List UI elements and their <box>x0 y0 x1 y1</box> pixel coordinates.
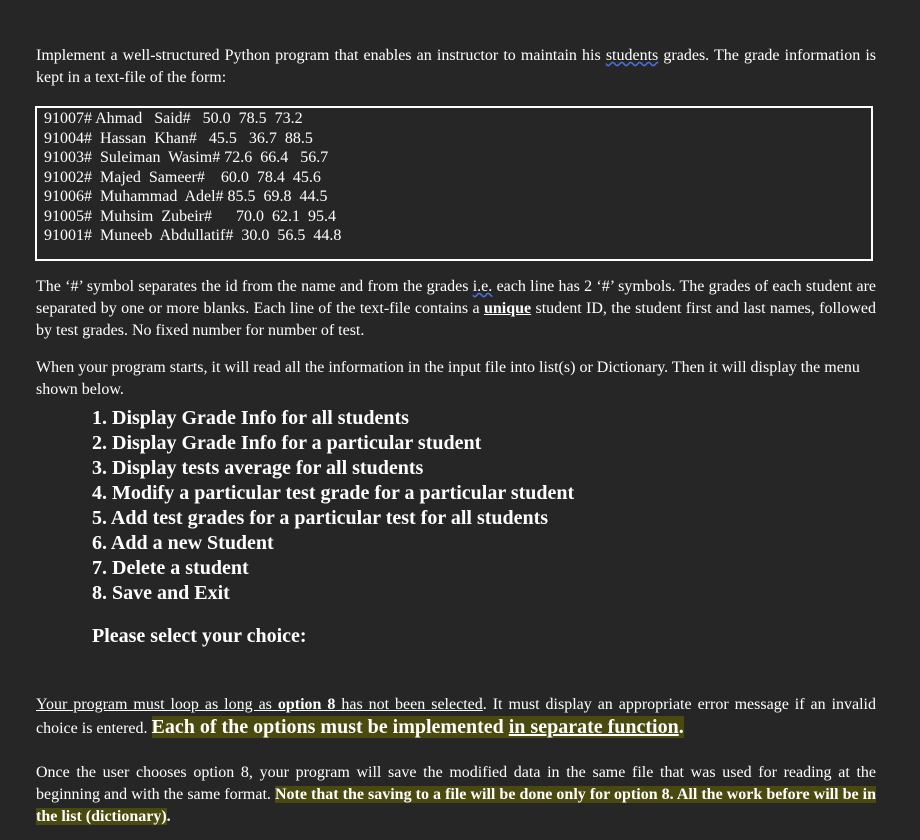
option-8: option 8 <box>277 696 336 713</box>
students-word: students <box>605 47 659 64</box>
startup-paragraph: When your program starts, it will read all the information in the input file into list(s) or Dictionary. Then it will display the menu shown below. <box>36 359 860 398</box>
sample-data-box <box>35 106 873 261</box>
data-line: 91003# Suleiman Wasim# 72.6 66.4 56.7 <box>44 149 329 166</box>
menu-item: 8. Save and Exit <box>92 582 230 604</box>
menu-item: 5. Add test grades for a particular test for all students <box>92 507 549 529</box>
format-paragraph: The ‘#’ symbol separates the id from the name and from the grades i.e. each line has 2 ‘#’ symbols. The grades of each student are separated by one or more blanks. Each line of the text-file contains a unique student ID, the student first and last names, followed by test grades. No fixed number for number of test. <box>36 278 877 339</box>
data-line: 91005# Muhsim Zubeir# 70.0 62.1 95.4 <box>44 207 336 225</box>
menu-item: 1. Display Grade Info for all students <box>92 407 409 429</box>
save-note-highlight: Note that the saving to a file will be done only for option 8. All the work before will be in the list (dictionary) <box>36 786 876 825</box>
data-line: 91006# Muhammad Adel# 85.5 69.8 44.5 <box>44 188 328 205</box>
choice-prompt: Please select your choice: <box>92 625 307 647</box>
menu-list <box>92 406 574 606</box>
data-line: 91007# Ahmad Said# 50.0 78.5 73.2 <box>44 110 303 127</box>
data-line: 91001# Muneeb Abdullatif# 30.0 56.5 44.8 <box>44 227 342 244</box>
menu-item: 4. Modify a particular test grade for a particular student <box>92 482 575 504</box>
data-line: 91002# Majed Sameer# 60.0 78.4 45.6 <box>44 168 321 186</box>
menu-item: 2. Display Grade Info for a particular student <box>92 432 482 454</box>
separate-function-note: Each of the options must be implemented in separate function. <box>151 716 684 738</box>
data-line: 91004# Hassan Khan# 45.5 36.7 88.5 <box>44 129 313 147</box>
menu-item: 6. Add a new Student <box>92 532 274 554</box>
save-paragraph: Once the user chooses option 8, your program will save the modified data in the same file that was used for reading at the beginning and with the same format. Note that the saving to a file will be done only for option 8. All the work before will be in the list (dictionary). <box>36 764 876 825</box>
ie-abbrev: i.e. <box>472 278 493 295</box>
unique-word: unique <box>483 300 532 317</box>
intro-paragraph: Implement a well-structured Python program that enables an instructor to maintain his students grades. The grade information is kept in a text-file of the form: <box>36 47 876 86</box>
menu-item: 7. Delete a student <box>92 557 249 579</box>
loop-paragraph: Your program must loop as long as option 8 has not been selected. It must display an appropriate error message if an invalid choice is entered. Each of the options must be implemented in separate function. <box>36 696 877 738</box>
menu-item: 3. Display tests average for all students <box>92 457 424 479</box>
